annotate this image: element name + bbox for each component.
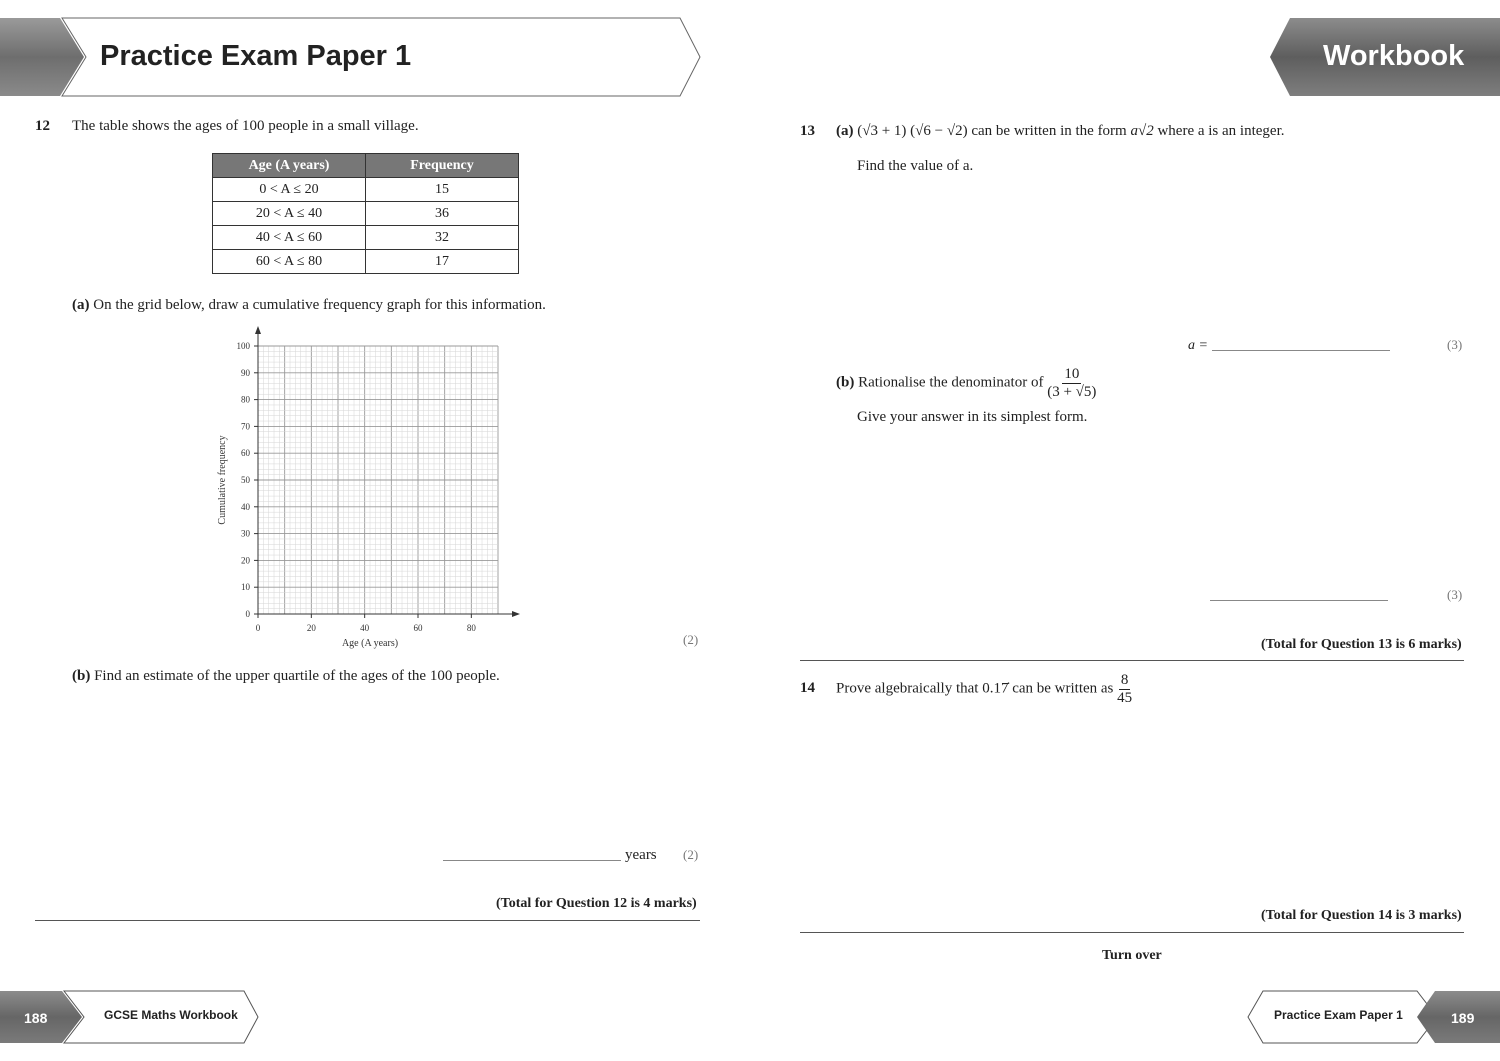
q12-total: (Total for Question 12 is 4 marks) bbox=[496, 896, 697, 911]
y-tick-label: 100 bbox=[236, 341, 250, 351]
x-tick-label: 80 bbox=[466, 623, 476, 633]
table-header-row bbox=[213, 154, 519, 178]
years-unit: years bbox=[625, 847, 657, 863]
q13-part-a-tail: where a is an integer. bbox=[1157, 123, 1285, 139]
page-title: Practice Exam Paper 1 bbox=[100, 40, 412, 72]
part-label: (a) bbox=[836, 123, 854, 139]
q13-part-a bbox=[836, 123, 1285, 140]
y-tick-label: 0 bbox=[245, 609, 250, 619]
y-tick-label: 60 bbox=[241, 448, 250, 459]
q14-text-block bbox=[836, 672, 1132, 706]
y-axis-label: Cumulative frequency bbox=[217, 435, 228, 525]
q12b-marks: (2) bbox=[683, 847, 699, 862]
age-frequency-table bbox=[212, 153, 519, 274]
right-page-number: 189 bbox=[1451, 1010, 1475, 1026]
x-tick-label: 60 bbox=[413, 623, 423, 633]
table-row bbox=[213, 226, 519, 250]
q14-total: (Total for Question 14 is 3 marks) bbox=[1261, 908, 1462, 923]
question-number-14: 14 bbox=[800, 680, 815, 696]
left-page-number: 188 bbox=[24, 1010, 48, 1026]
divider bbox=[800, 932, 1464, 933]
table-cell: 17 bbox=[366, 250, 519, 274]
q13-form: a√2 bbox=[1130, 123, 1154, 139]
q13-expression: (√3 + 1) (√6 − √2) bbox=[857, 123, 968, 139]
left-footer-title: GCSE Maths Workbook bbox=[104, 1008, 238, 1022]
q13-part-b-sub: Give your answer in its simplest form. bbox=[857, 409, 1088, 425]
table-cell: 36 bbox=[366, 202, 519, 226]
table-row bbox=[213, 202, 519, 226]
table-cell: 15 bbox=[366, 178, 519, 202]
question-number-13: 13 bbox=[800, 123, 815, 139]
answer-line-q12b[interactable] bbox=[443, 860, 621, 861]
answer-label-a: a = bbox=[1188, 338, 1208, 353]
table-row bbox=[213, 250, 519, 274]
q12a-marks: (2) bbox=[683, 632, 699, 647]
x-tick-label: 20 bbox=[306, 623, 316, 633]
q12-part-b bbox=[72, 668, 500, 685]
q13-part-a-text: can be written in the form bbox=[971, 123, 1127, 139]
answer-line-q13b[interactable] bbox=[1210, 600, 1388, 601]
y-tick-label: 80 bbox=[241, 394, 250, 405]
fraction-numerator: 10 bbox=[1064, 366, 1080, 382]
q13a-marks: (3) bbox=[1447, 337, 1463, 352]
table-cell: 20 < A ≤ 40 bbox=[213, 202, 366, 226]
q13-part-b bbox=[836, 366, 1096, 400]
q14-fraction bbox=[1117, 672, 1132, 706]
y-tick-label: 30 bbox=[241, 528, 250, 539]
q13-fraction bbox=[1047, 366, 1096, 400]
y-tick-label: 20 bbox=[241, 555, 250, 566]
q12-part-a-text: On the grid below, draw a cumulative frequency graph for this information. bbox=[93, 297, 546, 313]
divider bbox=[800, 660, 1464, 661]
right-footer-title: Practice Exam Paper 1 bbox=[1274, 1008, 1403, 1022]
q14-text: Prove algebraically that 0.17̇ can be written as bbox=[836, 680, 1114, 697]
answer-line-q13a[interactable] bbox=[1212, 350, 1390, 351]
q13-find: Find the value of a. bbox=[857, 158, 974, 174]
x-axis-label: Age (A years) bbox=[341, 638, 399, 649]
y-axis-arrow bbox=[255, 326, 261, 334]
table-header: Age (A years) bbox=[213, 154, 366, 178]
q12-part-a bbox=[72, 297, 546, 314]
table-cell: 32 bbox=[366, 226, 519, 250]
table-header: Frequency bbox=[366, 154, 519, 178]
part-label: (a) bbox=[72, 297, 90, 313]
table-cell: 60 < A ≤ 80 bbox=[213, 250, 366, 274]
table-cell: 40 < A ≤ 60 bbox=[213, 226, 366, 250]
q13b-marks: (3) bbox=[1447, 587, 1463, 602]
fraction-denominator: 45 bbox=[1117, 689, 1133, 706]
workbook-title: Workbook bbox=[1323, 40, 1465, 72]
y-tick-label: 40 bbox=[241, 501, 250, 512]
turn-over: Turn over bbox=[1102, 948, 1162, 963]
y-tick-label: 90 bbox=[241, 367, 250, 378]
q12-intro: The table shows the ages of 100 people in a small village. bbox=[72, 118, 419, 134]
y-tick-label: 50 bbox=[241, 475, 250, 485]
x-tick-label: 0 bbox=[255, 623, 261, 633]
cumulative-frequency-grid[interactable] bbox=[210, 322, 530, 654]
y-tick-label: 10 bbox=[241, 582, 250, 593]
part-label: (b) bbox=[836, 374, 855, 391]
table-row bbox=[213, 178, 519, 202]
part-label: (b) bbox=[72, 668, 91, 684]
question-number-12: 12 bbox=[35, 118, 50, 134]
table-cell: 0 < A ≤ 20 bbox=[213, 178, 366, 202]
x-axis-arrow bbox=[512, 611, 520, 617]
y-tick-label: 70 bbox=[241, 421, 250, 432]
x-tick-label: 40 bbox=[360, 623, 370, 633]
fraction-denominator: (3 + √5) bbox=[1047, 383, 1097, 400]
q13-part-b-text: Rationalise the denominator of bbox=[858, 374, 1044, 391]
q12-part-b-text: Find an estimate of the upper quartile of the ages of the 100 people. bbox=[94, 668, 500, 684]
q13-total: (Total for Question 13 is 6 marks) bbox=[1261, 637, 1462, 652]
divider bbox=[35, 920, 700, 921]
fraction-numerator: 8 bbox=[1120, 672, 1129, 688]
